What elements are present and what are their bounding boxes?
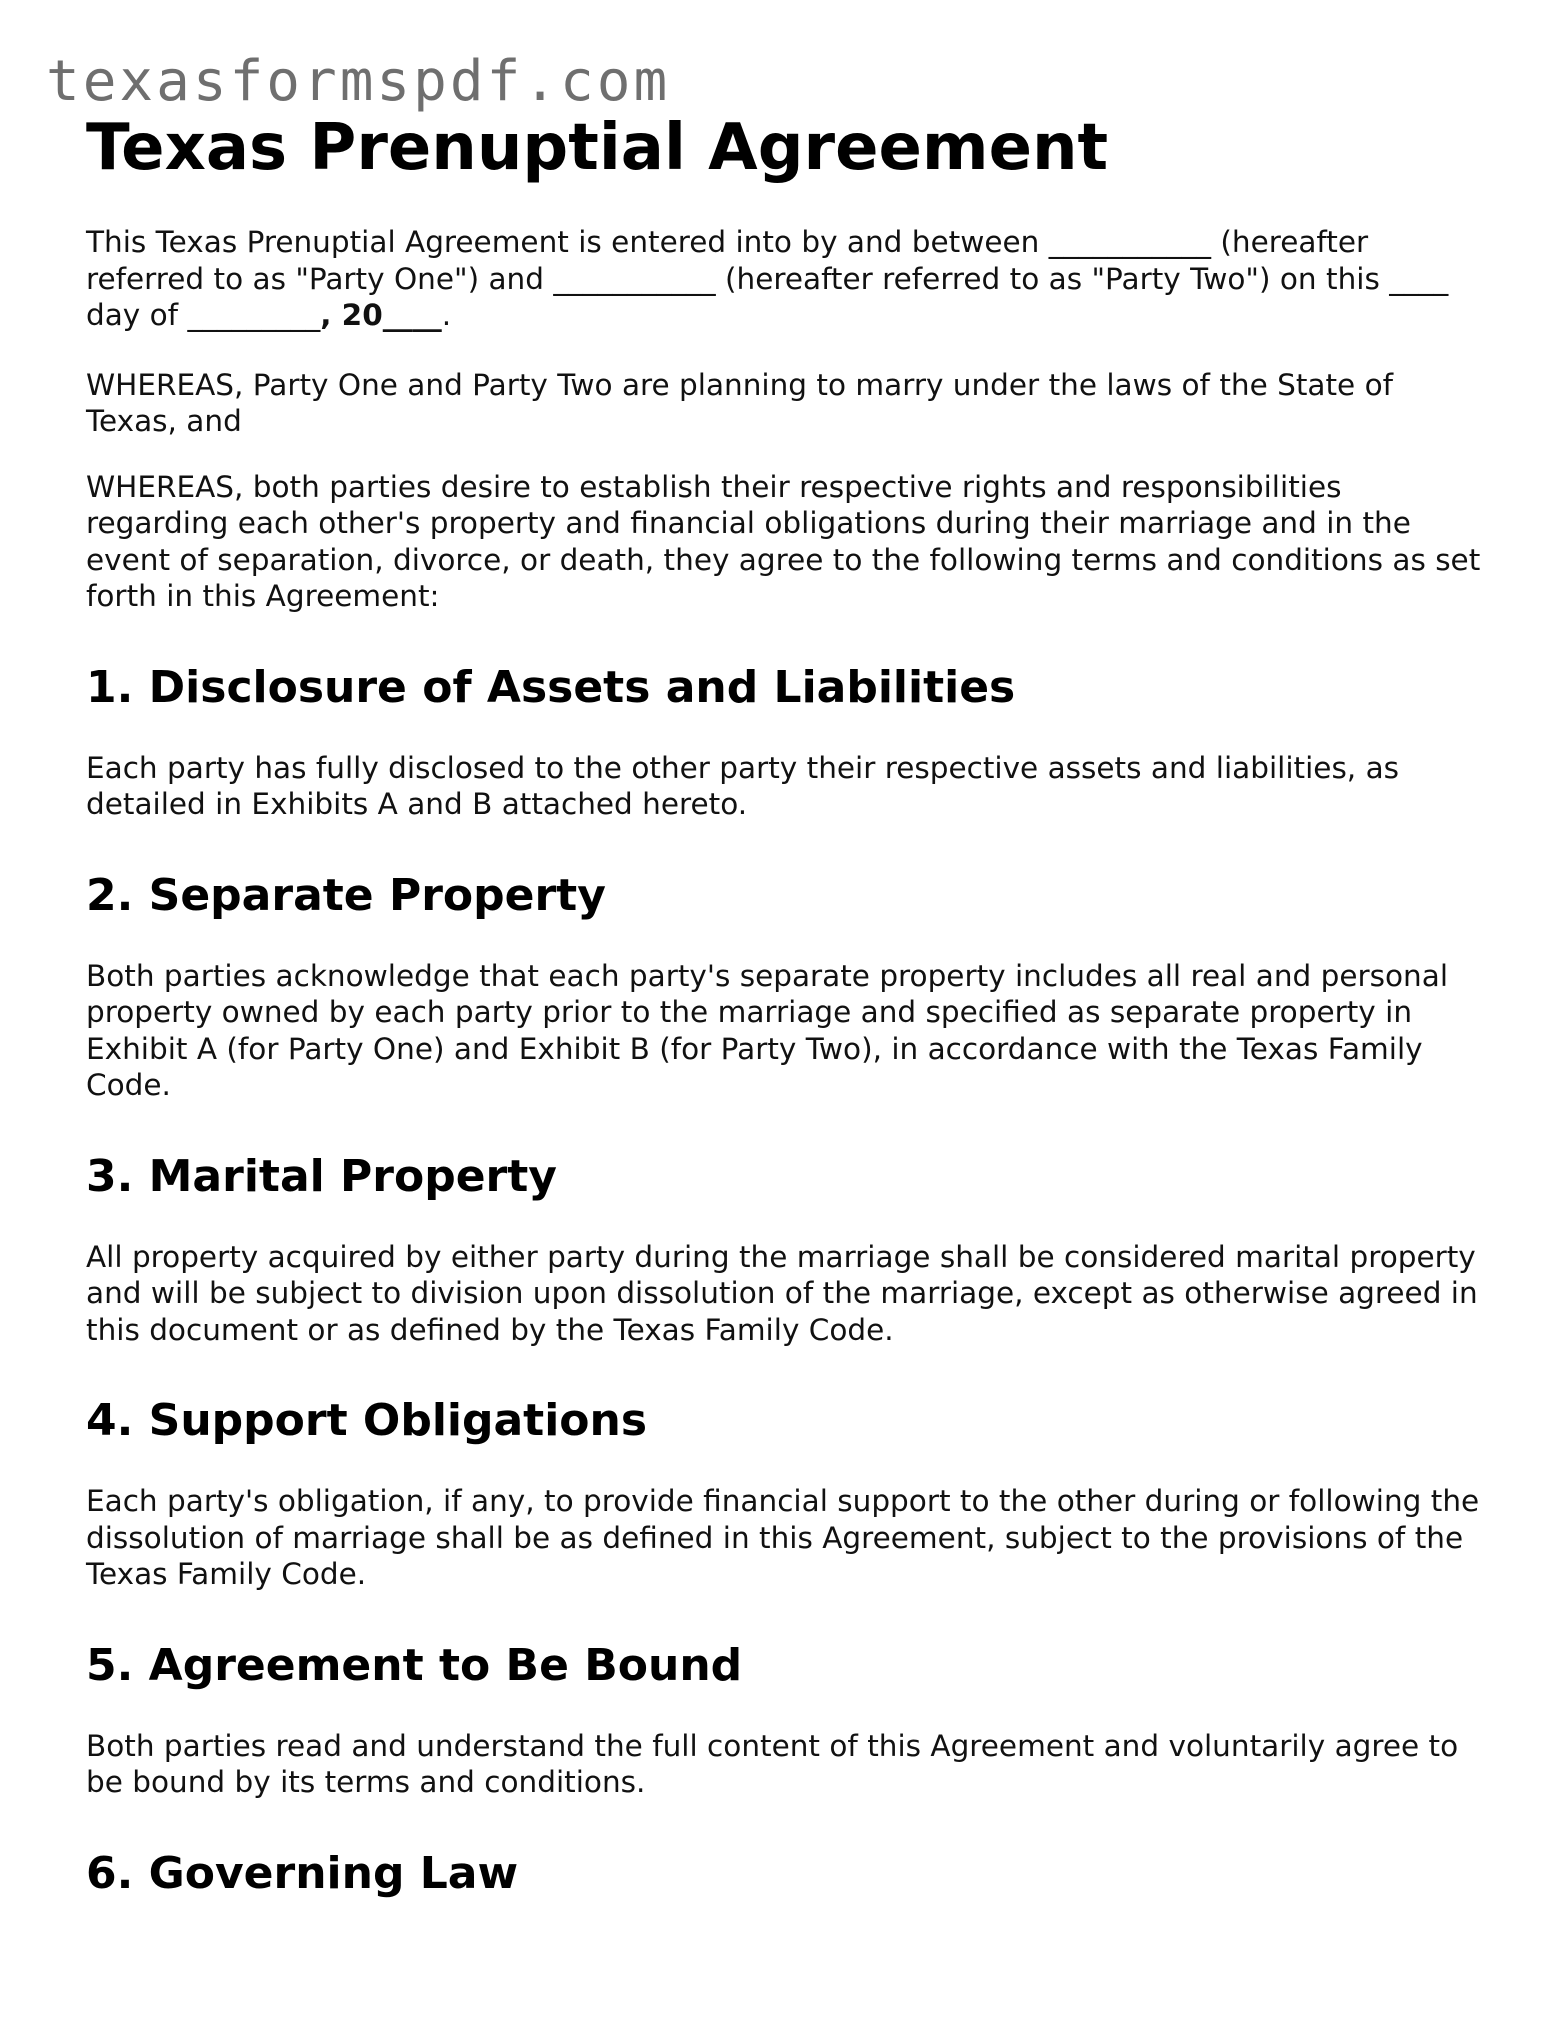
section-body-disclosure: Each party has fully disclosed to the other party their respective assets and liabilities, as detailed in Exhibits A and B attached hereto. [86,750,1400,821]
intro-text-2: (hereafter referred to as "Party One") and [86,225,1369,296]
section-heading-support-obligations: 4. Support Obligations [86,1395,648,1446]
document-page [86,108,1486,1936]
whereas-clause-1: WHEREAS, Party One and Party Two are planning to marry under the laws of the State of Texas, and [86,367,1394,438]
section-heading-marital-property: 3. Marital Property [86,1150,557,1202]
section-heading-disclosure: 1. Disclosure of Assets and Liabilities [86,661,1016,713]
whereas-clause-2: WHEREAS, both parties desire to establish their respective rights and responsibilities regarding each other's property and financial obligations during their marriage and in the event of separation, divorce, or death, they agree to the following terms and conditions as set forth in this Agreement: [86,469,1481,613]
party-one-name-blank: ___________ [1048,225,1211,259]
intro-text-1: This Texas Prenuptial Agreement is entered into by and between [86,225,1049,259]
day-blank: ____ [1389,261,1449,296]
section-body-separate-property: Both parties acknowledge that each party's separate property includes all real and personal property owned by each party prior to the marriage and specified as separate property in Exhibit A (for Party One) and Exhibit B (for Party Two), in accordance with the Texas Family Code. [86,958,1449,1102]
section-heading-separate-property: 2. Separate Property [86,869,606,921]
intro-text-3: (hereafter referred to as "Party Two") on this [715,261,1390,296]
watermark-text: texasformspdf.com [46,49,671,114]
document-title: Texas Prenuptial Agreement [86,111,1109,185]
year-prefix: , 20 [320,298,383,332]
section-body-marital-property: All property acquired by either party during the marriage shall be considered marital property and will be subject to division upon dissolution of the marriage, except as otherwise agreed in this document or as defined by the Texas Family Code. [86,1239,1478,1347]
section-body-support-obligations: Each party's obligation, if any, to provide financial support to the other during or following the dissolution of marriage shall be as defined in this Agreement, subject to the provisions of the Texas Family Code. [86,1484,1480,1591]
month-blank: _________ [187,298,321,332]
year-blank: ____ [382,298,442,332]
intro-text-4: day of [86,298,188,332]
section-heading-governing-law: 6. Governing Law [86,1847,519,1899]
section-body-agreement-bound: Both parties read and understand the full content of this Agreement and voluntarily agree to be bound by its terms and conditions. [86,1728,1459,1799]
intro-end: . [441,298,452,332]
intro-paragraph [86,224,1486,334]
section-heading-agreement-bound: 5. Agreement to Be Bound [86,1639,743,1691]
party-two-name-blank: ___________ [553,261,716,296]
